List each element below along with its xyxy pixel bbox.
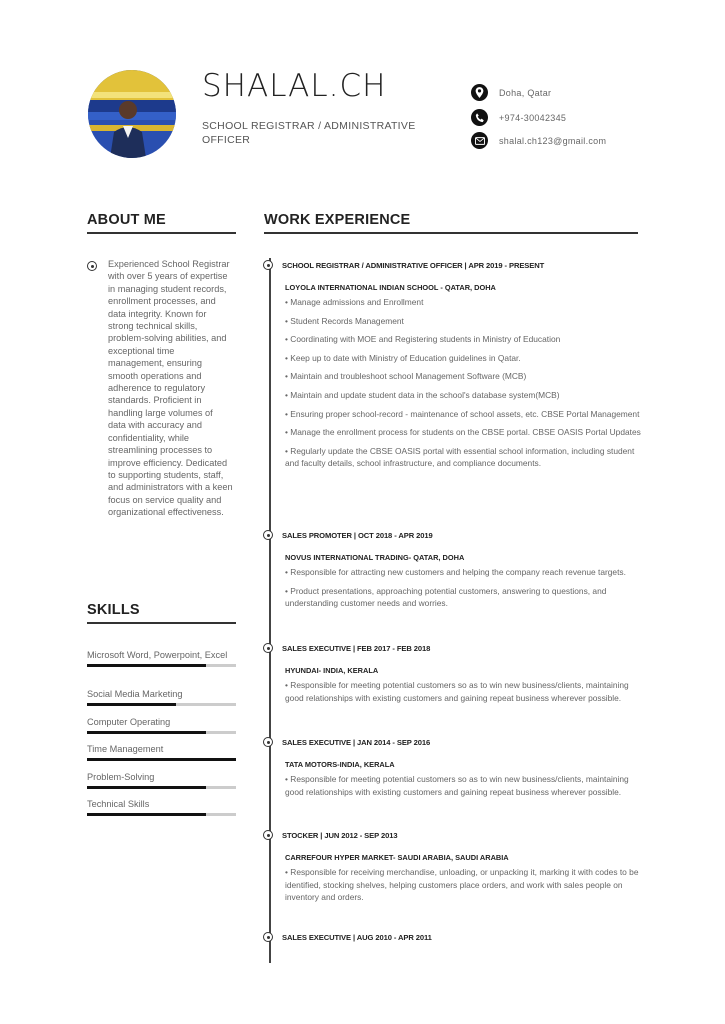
job-task-list: [285, 296, 643, 470]
job-entry: [263, 530, 643, 616]
timeline-bullet-icon: [263, 830, 273, 840]
skill-item: [87, 716, 236, 734]
job-dates: JAN 2014 - SEP 2016: [357, 737, 431, 747]
phone-text[interactable]: +974-30042345: [499, 112, 567, 123]
skill-item: [87, 771, 236, 789]
skill-level: [87, 813, 206, 816]
job-task: • Maintain and update student data in the school's database system(MCB): [285, 389, 560, 400]
profile-photo: [88, 70, 176, 158]
skill-item: [87, 743, 236, 761]
job-dates: AUG 2010 - APR 2011: [356, 932, 432, 942]
experience-divider: [264, 232, 638, 234]
skill-level: [87, 786, 206, 789]
job-task-list: [285, 679, 643, 704]
skill-bar: [87, 786, 236, 789]
job-company: LOYOLA INTERNATIONAL INDIAN SCHOOL - QATAR, DOHA: [285, 283, 496, 292]
location-pin-icon: [471, 84, 488, 101]
job-task-list: [285, 566, 643, 610]
email-icon: [471, 132, 488, 149]
job-position: SALES EXECUTIVE: [282, 737, 351, 747]
job-entry: [263, 643, 643, 710]
job-task: • Responsible for meeting potential customers so as to win new business/clients, maintaining good relationships with existing customers and gaining repeat business wherever possible.: [285, 774, 629, 797]
skill-label: Microsoft Word, Powerpoint, Excel: [87, 650, 228, 660]
job-header: SALES EXECUTIVE | JAN 2014 - SEP 2016: [263, 737, 643, 747]
job-task-list: [285, 866, 643, 904]
skill-item: [87, 649, 236, 667]
job-dates: FEB 2017 - FEB 2018: [357, 643, 431, 653]
job-header: SCHOOL REGISTRAR / ADMINISTRATIVE OFFICER | APR 2019 - PRESENT: [263, 260, 643, 270]
job-task: • Keep up to date with Ministry of Education guidelines in Qatar.: [285, 352, 521, 363]
timeline-bullet-icon: [263, 530, 273, 540]
job-dates: JUN 2012 - SEP 2013: [324, 830, 398, 840]
skill-level: [87, 758, 236, 761]
job-dates: APR 2019 - PRESENT: [468, 260, 545, 270]
skill-level: [87, 664, 206, 667]
job-task: • Manage admissions and Enrollment: [285, 297, 424, 307]
skill-bar: [87, 664, 236, 667]
job-company: TATA MOTORS-INDIA, KERALA: [285, 760, 395, 769]
skill-bar: [87, 758, 236, 761]
job-entry: [263, 260, 643, 476]
candidate-name: SHALAL.CH: [202, 68, 387, 104]
job-task: • Ensuring proper school-record - maintenance of school assets, etc. CBSE Portal Management: [285, 408, 640, 419]
job-entry: [263, 737, 643, 804]
job-task: • Student Records Management: [285, 315, 404, 326]
skill-level: [87, 703, 176, 706]
job-task: • Product presentations, approaching potential customers, answering to questions, and understanding customer needs and worries.: [285, 585, 607, 609]
candidate-role: SCHOOL REGISTRAR / ADMINISTRATIVE OFFICER: [202, 120, 416, 146]
job-company: NOVUS INTERNATIONAL TRADING- QATAR, DOHA: [285, 553, 465, 562]
job-position: SALES PROMOTER: [282, 530, 352, 540]
timeline-bullet-icon: [263, 737, 273, 747]
job-task: • Maintain and troubleshoot school Management Software (MCB): [285, 371, 527, 382]
job-task: • Responsible for meeting potential customers so as to win new business/clients, maintaining good relationships with existing customers and gaining repeat business wherever possible.: [285, 680, 629, 703]
skill-label: Computer Operating: [87, 717, 171, 727]
job-position: SALES EXECUTIVE: [282, 643, 351, 653]
email-text[interactable]: shalal.ch123@gmail.com: [499, 135, 607, 146]
job-company: CARREFOUR HYPER MARKET- SAUDI ARABIA, SAUDI ARABIA: [285, 853, 509, 862]
job-header: SALES PROMOTER | OCT 2018 - APR 2019: [263, 530, 643, 540]
skills-title: SKILLS: [87, 602, 140, 618]
about-divider: [87, 232, 236, 234]
job-header: SALES EXECUTIVE | AUG 2010 - APR 2011: [263, 932, 643, 942]
job-header: SALES EXECUTIVE | FEB 2017 - FEB 2018: [263, 643, 643, 653]
job-company: HYUNDAI- INDIA, KERALA: [285, 666, 379, 675]
skill-label: Social Media Marketing: [87, 689, 183, 699]
job-position: SALES EXECUTIVE: [282, 932, 351, 942]
job-dates: OCT 2018 - APR 2019: [357, 530, 433, 540]
job-task: • Manage the enrollment process for students on the CBSE portal. CBSE OASIS Portal Updates: [285, 427, 641, 438]
about-bullet-icon: [87, 261, 97, 271]
contact-email: [471, 132, 606, 149]
job-task: • Responsible for attracting new customers and helping the company reach revenue targets.: [285, 567, 626, 577]
skill-label: Technical Skills: [87, 799, 150, 809]
skill-bar: [87, 813, 236, 816]
job-entry: [263, 932, 643, 942]
skill-level: [87, 731, 206, 734]
job-task: • Coordinating with MOE and Registering students in Ministry of Education: [285, 334, 561, 345]
contact-location: [471, 84, 551, 101]
skill-item: [87, 798, 236, 816]
job-header: STOCKER | JUN 2012 - SEP 2013: [263, 830, 643, 840]
skills-divider: [87, 622, 236, 624]
location-text: Doha, Qatar: [499, 87, 552, 98]
job-position: SCHOOL REGISTRAR / ADMINISTRATIVE OFFICER: [282, 260, 463, 270]
job-task: • Responsible for receiving merchandise, unloading, or unpacking it, marking it with codes to be identified, stocking shelves, helping customers place orders, and work with sales people on inventory and orders.: [285, 867, 639, 903]
skill-label: Time Management: [87, 744, 164, 754]
job-task: • Regularly update the CBSE OASIS portal with essential school information, including student and faculty details, school infrastructure, and compliance documents.: [285, 445, 635, 469]
skill-item: [87, 688, 236, 706]
about-title: ABOUT ME: [87, 212, 166, 228]
timeline-bullet-icon: [263, 932, 273, 942]
skill-bar: [87, 703, 236, 706]
skill-bar: [87, 731, 236, 734]
job-position: STOCKER: [282, 830, 319, 840]
job-entry: [263, 830, 643, 910]
timeline-bullet-icon: [263, 643, 273, 653]
contact-phone: [471, 109, 566, 126]
skill-label: Problem-Solving: [87, 772, 155, 782]
job-task-list: [285, 773, 643, 798]
phone-icon: [471, 109, 488, 126]
timeline-bullet-icon: [263, 260, 273, 270]
experience-title: WORK EXPERIENCE: [264, 212, 411, 228]
about-text: Experienced School Registrar with over 5 years of expertise in managing student records, enrollment processes, and data integrity. Known for strong technical skills, problem-solving abilities, and exceptional time management, ensuring smooth operations and adherence to regulatory standards. Proficient in handling large volumes of data with accuracy and confidentiality, while streamlining processes to improve efficiency. Dedicated to supporting students, staff, and administrators with a keen focus on service quality and organizational effectiveness.: [108, 259, 233, 518]
